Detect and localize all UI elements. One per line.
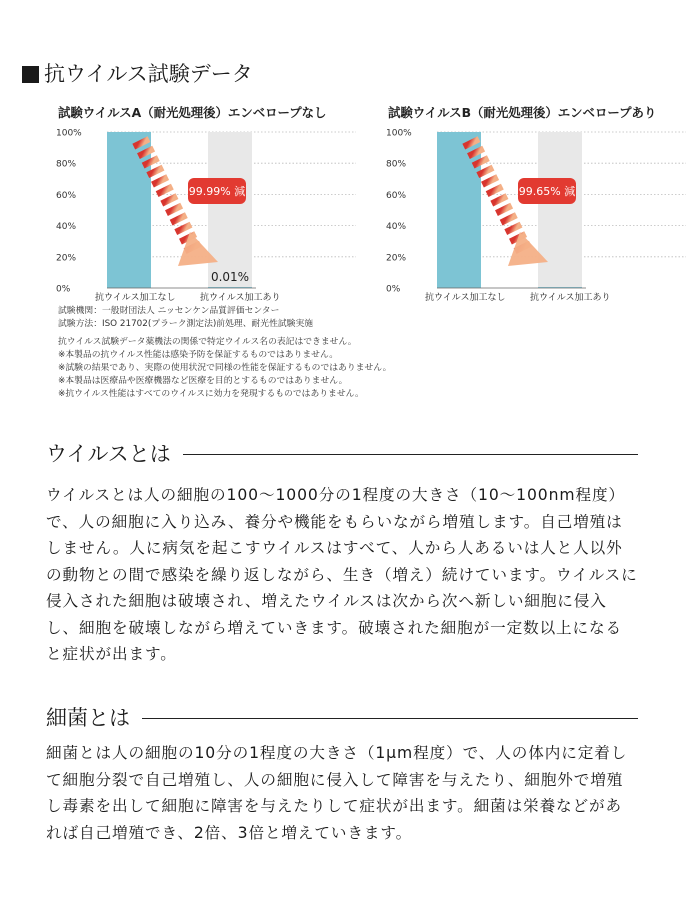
x-tick-label: 抗ウイルス加工あり [530,293,611,303]
arrow-stripe [177,216,180,222]
note-line: 抗ウイルス試験データ薬機法の関係で特定ウイルス名の表記はできません。 [58,337,357,347]
arrow-stripe [475,150,478,156]
arrow-stripe [182,226,185,232]
paragraph-line: て細胞分裂で自己増殖し、人の細胞に侵入して障害を与えたり、細胞外で増殖 [46,770,624,789]
arrow-stripe [159,178,162,184]
y-tick-label: 0% [386,284,401,295]
page-title-text: 抗ウイルス試験データ [44,62,253,86]
arrow-stripe [498,197,501,203]
paragraph-line: ウイルスとは人の細胞の100〜1000分の1程度の大きさ（10〜100nm程度） [46,486,625,504]
bar-treated-column [538,132,582,288]
value-label: 0.01% [210,270,250,285]
y-tick-label: 20% [386,253,407,264]
y-tick-label: 100% [56,128,82,139]
note-line: ※抗ウイルス性能はすべてのウイルスに効力を発現するものではありません。 [58,389,364,399]
y-tick-label: 20% [56,253,77,264]
paragraph-line: し毒素を出して細胞に障害を与えたりして症状が出ます。細菌は栄養などがあ [46,797,623,815]
chart-virus-a-svg [56,104,376,304]
arrow-stripe [149,159,152,165]
reduction-label: 99.65% 減 [518,185,576,198]
heading-rule [183,454,638,455]
arrow-stripe [503,207,506,213]
paragraph-line: 侵入された細胞は破壊され、増えたウイルスは次から次へ新しい細胞に侵入 [46,592,607,610]
y-tick-label: 80% [56,159,77,170]
chart-virus-b [386,104,700,304]
title-square-icon [22,66,39,83]
paragraph-line: し、細胞を破壊しながら増えていきます。破壊された細胞が一定数以上になる [46,618,623,637]
bacteria-heading [46,704,638,732]
chart-virus-a [56,104,376,304]
heading-rule [142,718,638,719]
y-tick-label: 80% [386,159,407,170]
virus-heading-label: ウイルスとは [46,442,171,466]
arrow-stripe [493,188,496,194]
bacteria-body [46,740,642,846]
notes [58,336,391,401]
source-line: 試験方法：ISO 21702(プラーク測定法)前処理、耐光性試験実施 [58,319,314,329]
arrow-stripe [484,169,487,175]
source-info [58,305,313,331]
y-tick-label: 0% [56,284,71,295]
x-tick-label: 抗ウイルス加工あり [200,293,281,303]
virus-body [46,482,642,668]
arrow-stripe [173,207,176,213]
paragraph-line: と症状が出ます。 [46,645,177,663]
chart-title: 試験ウイルスA（耐光処理後）エンベロープなし [58,105,327,120]
chart-title: 試験ウイルスB（耐光処理後）エンベロープあり [388,105,657,120]
paragraph-line: 細菌とは人の細胞の10分の1程度の大きさ（1μm程度）で、人の体内に定着し [46,744,628,762]
page-title [22,60,253,88]
arrow-stripe [470,140,473,146]
note-line: ※本製品の抗ウイルス性能は感染予防を保証するものではありません。 [58,350,339,360]
y-tick-label: 40% [386,222,407,233]
reduction-label: 99.99% 減 [188,185,246,198]
y-tick-label: 100% [386,128,412,139]
arrow-stripe [168,197,171,203]
arrow-stripe [154,169,157,175]
arrow-stripe [512,226,515,232]
arrow-stripe [479,159,482,165]
virus-heading [46,440,638,468]
paragraph-line: れば自己増殖でき、2倍、3倍と増えていきます。 [46,823,413,842]
arrow-stripe [145,150,148,156]
arrow-stripe [140,140,143,146]
arrow-stripe [489,178,492,184]
paragraph-line: の動物との間で感染を繰り返しながら、生き（増え）続けています。ウイルスに [46,565,638,584]
paragraph-line: しません。人に病気を起こすウイルスはすべて、人から人あるいは人と人以外 [46,539,623,557]
paragraph-line: で、人の細胞に入り込み、養分や機能をもらいながら増殖します。自己増殖は [46,512,623,531]
arrow-stripe [163,188,166,194]
arrow-stripe [507,216,510,222]
y-tick-label: 40% [56,222,77,233]
chart-virus-b-svg [386,104,700,304]
note-line: ※本製品は医療品や医療機器など医療を目的とするものではありません。 [58,376,348,386]
y-tick-label: 60% [386,190,407,201]
bacteria-heading-label: 細菌とは [46,706,130,730]
note-line: ※試験の結果であり、実際の使用状況で同様の性能を保証するものではありません。 [58,363,392,373]
x-tick-label: 抗ウイルス加工なし [425,293,506,303]
y-tick-label: 60% [56,190,77,201]
bar-treated-column [208,132,252,288]
source-line: 試験機関：一般財団法人 ニッセンケン品質評価センター [58,306,280,316]
x-tick-label: 抗ウイルス加工なし [95,293,176,303]
